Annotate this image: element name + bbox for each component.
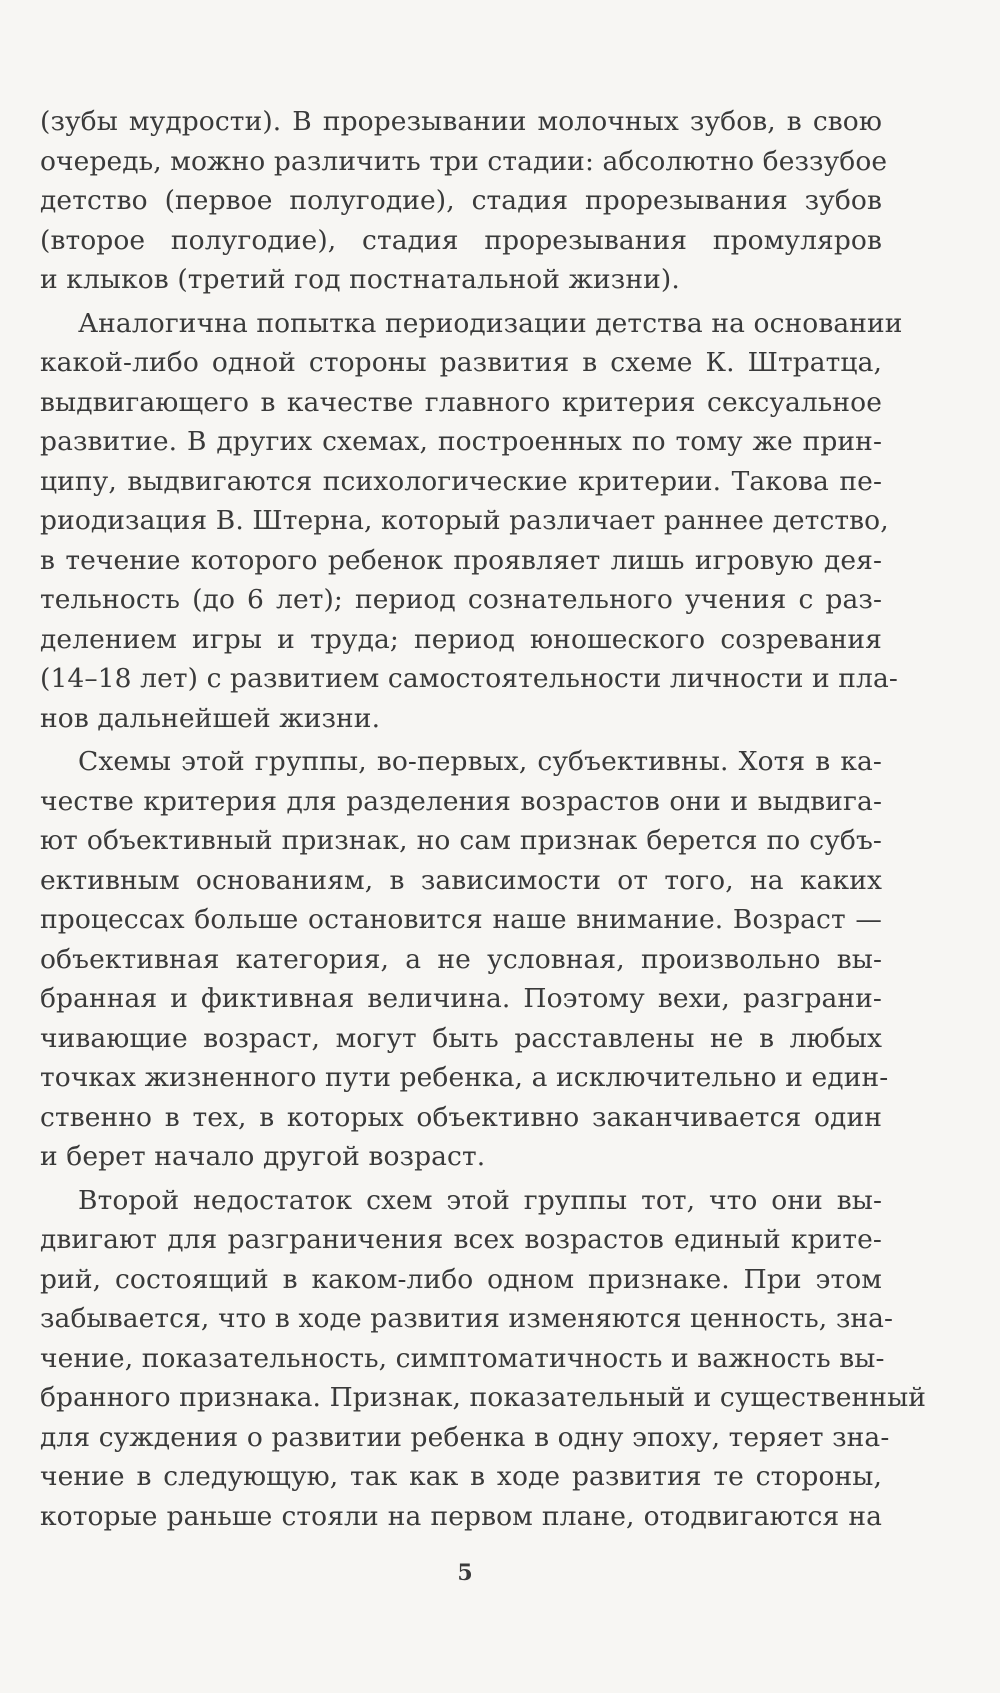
text-line: риодизация В. Штерна, который различает раннее детство, — [40, 505, 889, 536]
text-line: (второе полугодие), стадия прорезывания промуляров — [40, 224, 882, 256]
page-number: 5 — [457, 1560, 473, 1586]
text-line: и берет начало другой возраст. — [40, 1141, 486, 1172]
text-line: Схемы этой группы, во-первых, субъективны. Хотя в ка- — [78, 746, 882, 777]
paragraph — [40, 1181, 927, 1537]
text-line: бранная и фиктивная величина. Поэтому вехи, разграни- — [40, 983, 882, 1014]
text-line: Аналогична попытка периодизации детства на основании — [78, 307, 903, 339]
text-line: (14–18 лет) с развитием самостоятельности личности и пла- — [40, 663, 898, 694]
text-line: развитие. В других схемах, построенных по тому же прин- — [40, 426, 882, 457]
text-line: очередь, можно различить три стадии: абсолютно беззубое — [40, 145, 888, 177]
text-line: какой-либо одной стороны развития в схеме К. Штратца, — [40, 347, 882, 378]
text-line: процессах больше остановится наше внимание. Возраст — — [40, 904, 882, 935]
text-line: ективным основаниям, в зависимости от того, на каких — [40, 864, 882, 896]
text-line: Второй недостаток схем этой группы тот, что они вы- — [78, 1184, 882, 1216]
text-line: точках жизненного пути ребенка, а исключительно и един- — [40, 1062, 889, 1093]
text-line: выдвигающего в качестве главного критерия сексуальное — [40, 386, 882, 418]
text-line: чение в следующую, так как в ходе развития те стороны, — [40, 1461, 882, 1492]
text-line: делением игры и труда; период юношеского созревания — [40, 623, 882, 655]
text-line: рий, состоящий в каком-либо одном признаке. При этом — [40, 1263, 882, 1295]
text-line: (зубы мудрости). В прорезывании молочных зубов, в свою — [40, 106, 882, 137]
text-line: бранного признака. Признак, показательный и существенный — [40, 1382, 927, 1413]
paragraph — [40, 102, 888, 300]
text-line: забывается, что в ходе развития изменяются ценность, зна- — [40, 1303, 894, 1334]
paragraph — [40, 304, 903, 739]
text-line: и клыков (третий год постнатальной жизни). — [40, 264, 680, 295]
text-line: ципу, выдвигаются психологические критерии. Такова пе- — [40, 465, 882, 497]
text-line: честве критерия для разделения возрастов они и выдвига- — [40, 785, 882, 817]
text-line: детство (первое полугодие), стадия прорезывания зубов — [40, 185, 882, 216]
text-line: для суждения о развитии ребенка в одну эпоху, теряет зна- — [40, 1421, 890, 1453]
text-line: нов дальнейшей жизни. — [40, 702, 381, 734]
paragraph — [40, 742, 889, 1177]
text-line: чивающие возраст, могут быть расставлены не в любых — [40, 1022, 882, 1054]
text-line: объективная категория, а не условная, произвольно вы- — [40, 943, 882, 975]
text-line: в течение которого ребенок проявляет лишь игровую дея- — [40, 544, 882, 576]
text-line: двигают для разграничения всех возрастов единый крите- — [40, 1224, 882, 1255]
text-line: которые раньше стояли на первом плане, отодвигаются на — [40, 1500, 882, 1532]
body-text — [40, 102, 927, 1536]
text-line: ственно в тех, в которых объективно заканчивается один — [40, 1101, 882, 1133]
text-line: тельность (до 6 лет); период сознательного учения с раз- — [40, 584, 882, 615]
text-line: чение, показательность, симптоматичность и важность вы- — [40, 1342, 885, 1374]
text-line: ют объективный признак, но сам признак берется по субъ- — [40, 825, 882, 856]
